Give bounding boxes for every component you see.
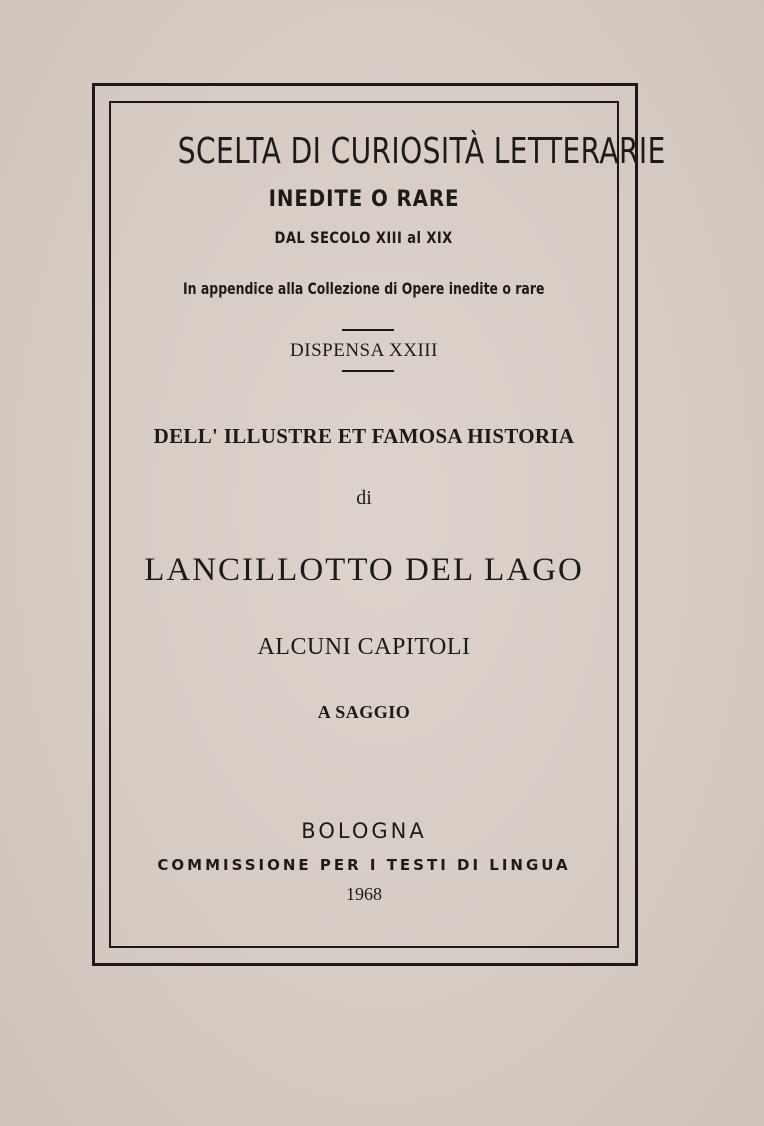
di-connector: di — [356, 487, 372, 509]
publication-year: 1968 — [346, 884, 382, 904]
work-heading: DELL' ILLUSTRE ET FAMOSA HISTORIA — [153, 424, 575, 448]
publication-city: BOLOGNA — [301, 819, 427, 843]
series-subtitle: INEDITE O RARE — [268, 187, 460, 212]
work-subtitle: ALCUNI CAPITOLI — [257, 634, 471, 660]
series-title: SCELTA DI CURIOSITÀ LETTERARIE — [177, 131, 666, 172]
divider-top — [342, 329, 394, 331]
appendix-note: In appendice alla Collezione di Opere inedite o rare — [183, 279, 545, 298]
work-title: LANCILLOTTO DEL LAGO — [144, 552, 584, 588]
work-note: A SAGGIO — [317, 702, 411, 722]
publisher-name: COMMISSIONE PER I TESTI DI LINGUA — [157, 856, 571, 874]
period-line: DAL SECOLO XIII al XIX — [274, 228, 454, 247]
divider-bottom — [342, 370, 394, 372]
dispensa-label: DISPENSA XXIII — [290, 340, 438, 361]
